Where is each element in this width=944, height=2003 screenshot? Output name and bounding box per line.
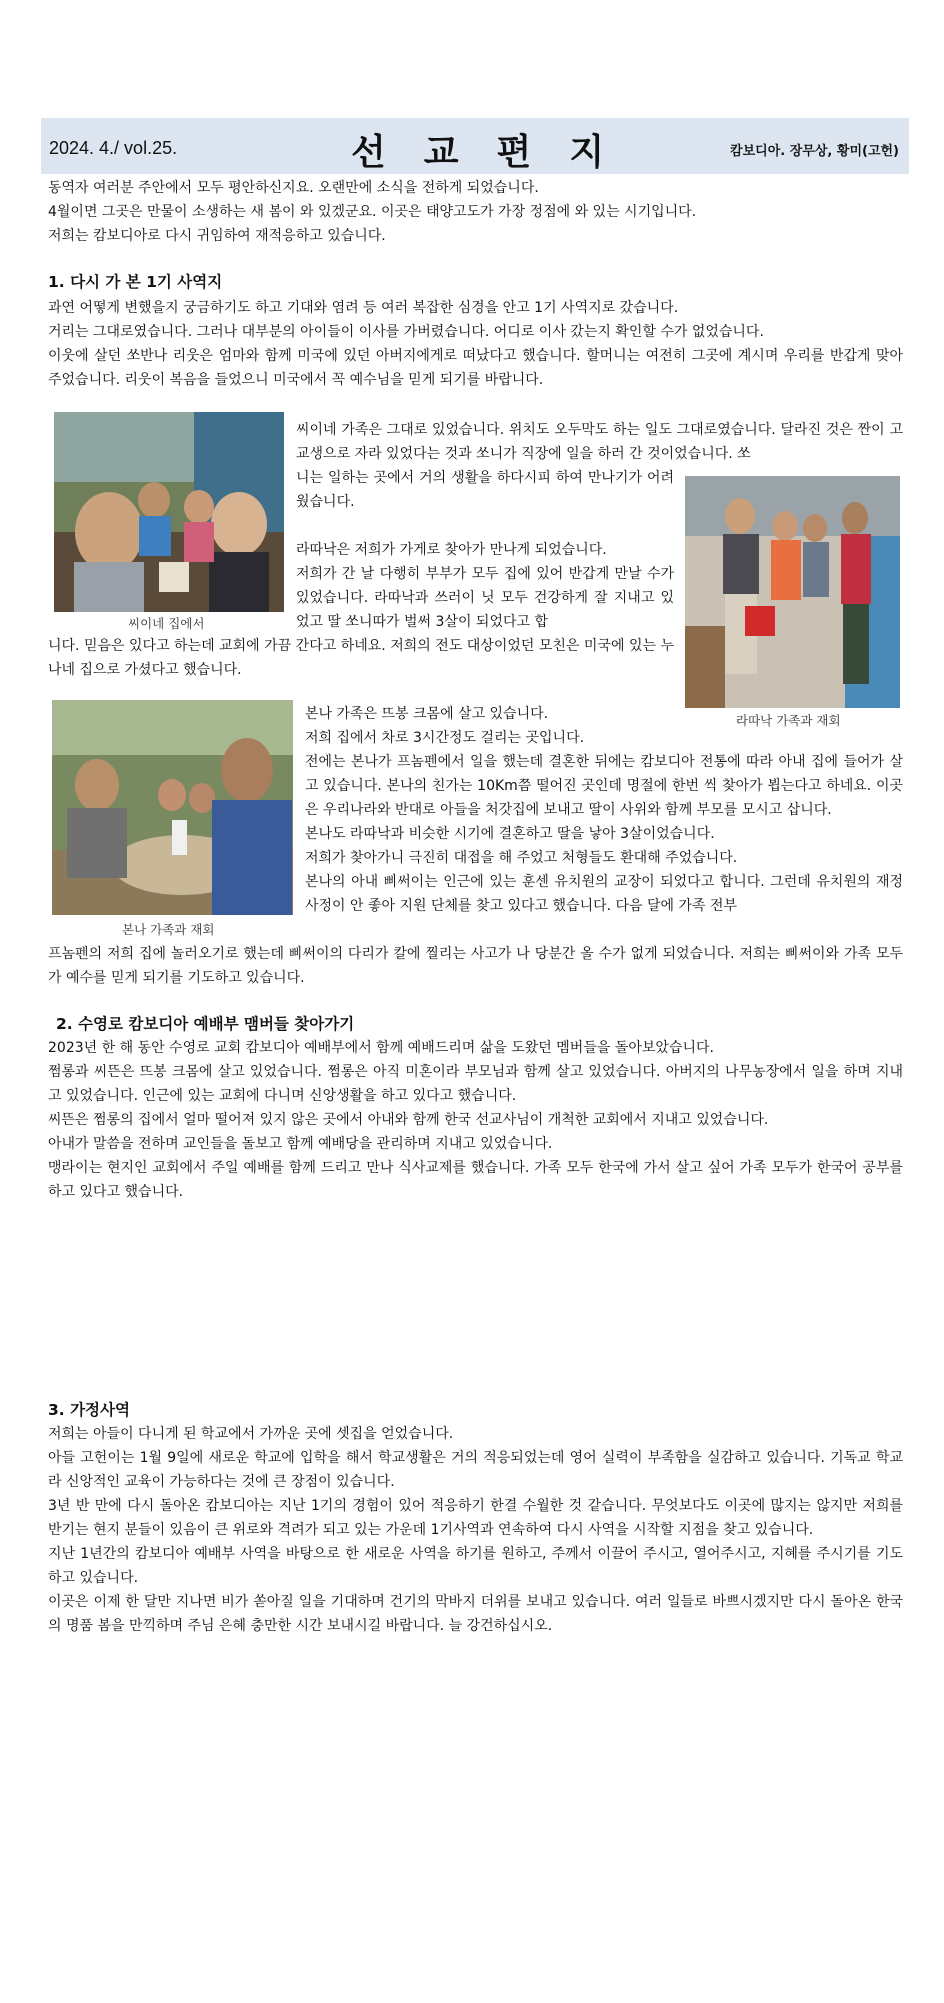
section-3-para-1: 저희는 아들이 다니게 된 학교에서 가까운 곳에 셋집을 얻었습니다. xyxy=(48,1426,454,1442)
intro-line-1: 동역자 여러분 주안에서 모두 평안하신지요. 오랜만에 소식을 전하게 되었습니다. xyxy=(48,180,539,196)
block2-line-1: 본나 가족은 뜨봉 크몸에 살고 있습니다. xyxy=(305,706,549,722)
section-2-body xyxy=(48,1036,903,1204)
photo-ssii-caption: 씨이네 집에서 xyxy=(128,616,205,631)
section-1-block2 xyxy=(305,702,903,918)
photo-rattanak-caption: 라따낙 가족과 재회 xyxy=(736,713,841,728)
intro-line-3: 저희는 캄보디아로 다시 귀임하여 재적응하고 있습니다. xyxy=(48,228,386,244)
section-3-para-3: 3년 반 만에 다시 돌아온 캄보디아는 지난 1기의 경험이 있어 적응하기 한결 수월한 것 같습니다. 무엇보다도 이곳에 많지는 않지만 저희를 반기는 현지 분들이 있음이 큰 위로와 격려가 되고 있는 가운데 1기사역과 연속하여 다시 사역을 시작할 지점을 찾고 있습니다. xyxy=(48,1498,903,1538)
section-1-para-2: 거리는 그대로였습니다. 그러나 대부분의 아이들이 이사를 가버렸습니다. 어디로 이사 갔는지 확인할 수가 없었습니다. xyxy=(48,324,764,340)
block2-line-5: 저희가 찾아가니 극진히 대접을 해 주었고 처형들도 환대해 주었습니다. xyxy=(305,850,738,866)
section-1-para-1: 과연 어떻게 변했을지 궁금하기도 하고 기대와 염려 등 여러 복잡한 심경을 안고 1기 사역지로 갔습니다. xyxy=(48,300,679,316)
section-2-heading: 2. 수영로 캄보디아 예배부 맴버들 찾아가기 xyxy=(56,1015,355,1033)
photo-bonna-family xyxy=(52,700,293,915)
section-2-para-3: 씨뜬은 쩜롱의 집에서 얼마 떨어져 있지 않은 곳에서 아내와 함께 한국 선교사님이 개척한 교회에서 지내고 있었습니다. xyxy=(48,1112,769,1128)
photo-bonna-caption: 본나 가족과 재회 xyxy=(122,922,215,937)
section-3-para-2: 아들 고헌이는 1월 9일에 새로운 학교에 입학을 해서 학교생활은 거의 적응되었는데 영어 실력이 부족함을 실감하고 있습니다. 기독교 학교라 신앙적인 교육이 가능하다는 것에 큰 장점이 있습니다. xyxy=(48,1450,903,1490)
block2-line-6: 본나의 아내 삐써이는 인근에 있는 훈센 유치원의 교장이 되었다고 합니다. 그런데 유치원의 재정사정이 안 좋아 지원 단체를 찾고 있다고 했습니다. 다음 달에 가족 전부 xyxy=(305,874,903,914)
section-1-block1-c: 저희가 간 날 다행히 부부가 모두 집에 있어 반갑게 만날 수가 있었습니다. 라따낙과 쓰러이 닛 모두 건강하게 잘 지내고 있었고 딸 쏘니따가 벌써 3살이 되었다고 합 xyxy=(296,566,674,630)
section-1-block1-b: 라따낙은 저희가 가게로 찾아가 만나게 되었습니다. xyxy=(296,542,607,558)
section-1-para-3: 이웃에 살던 쏘반나 리웃은 엄마와 함께 미국에 있던 아버지에게로 떠났다고 했습니다. 할머니는 여전히 그곳에 계시며 우리를 반갑게 맞아 주었습니다. 리웃이 복음을 들었으니 미국에서 꼭 예수님을 믿게 되기를 바랍니다. xyxy=(48,348,903,388)
section-2-para-4: 아내가 말씀을 전하며 교인들을 돌보고 함께 예배당을 관리하며 지내고 있었습니다. xyxy=(48,1136,553,1152)
letter-header xyxy=(41,118,909,174)
section-1-block1-mid: 니는 일하는 곳에서 거의 생활을 하다시피 하여 만나기가 어려웠습니다. xyxy=(296,470,674,510)
block2-line-4: 본나도 라따낙과 비슷한 시기에 결혼하고 딸을 낳아 3살이었습니다. xyxy=(305,826,715,842)
section-2-para-1: 2023년 한 해 동안 수영로 교회 캄보디아 예배부에서 함께 예배드리며 삶을 도왔던 멤버들을 돌아보았습니다. xyxy=(48,1040,714,1056)
block2-line-2: 저희 집에서 차로 3시간정도 걸리는 곳입니다. xyxy=(305,730,585,746)
intro-line-2: 4월이면 그곳은 만물이 소생하는 새 봄이 와 있겠군요. 이곳은 태양고도가 가장 정점에 와 있는 시기입니다. xyxy=(48,204,697,220)
section-3-heading: 3. 가정사역 xyxy=(48,1401,130,1419)
section-1-block1-end: 니다. 믿음은 있다고 하는데 교회에 가끔 간다고 하네요. 저희의 전도 대상이었던 모친은 미국에 있는 누나네 집으로 가셨다고 했습니다. xyxy=(48,638,674,678)
section-1-heading: 1. 다시 가 본 1기 사역지 xyxy=(48,273,223,291)
section-2-para-2: 쩜롱과 씨뜬은 뜨봉 크몸에 살고 있었습니다. 쩜롱은 아직 미혼이라 부모님과 함께 살고 있었습니다. 아버지의 나무농장에서 일을 하며 지내고 있었습니다. 인근에 있는 교회에 다니며 신앙생활을 하고 있다고 했습니다. xyxy=(48,1064,903,1104)
letter-title: 선교편지 xyxy=(351,132,643,173)
issue-label: 2024. 4./ vol.25. xyxy=(49,138,178,158)
photo-rattanak-family xyxy=(685,476,900,708)
section-1-block1-top: 씨이네 가족은 그대로 있었습니다. 위치도 오두막도 하는 일도 그대로였습니다. 달라진 것은 짠이 고교생으로 자라 있었다는 것과 쏘니가 직장에 일을 하러 간 것이었습니다. 쏘 xyxy=(296,422,903,462)
section-3-para-4: 지난 1년간의 캄보디아 예배부 사역을 바탕으로 한 새로운 사역을 하기를 원하고, 주께서 이끌어 주시고, 열어주시고, 지혜를 주시기를 기도하고 있습니다. xyxy=(48,1546,903,1586)
section-3-para-5: 이곳은 이제 한 달만 지나면 비가 쏟아질 일을 기대하며 건기의 막바지 더위를 보내고 있습니다. 여러 일들로 바쁘시겠지만 다시 돌아온 한국의 명품 봄을 만끽하며 주님 은혜 충만한 시간 보내시길 바랍니다. 늘 강건하십시오. xyxy=(48,1594,903,1634)
section-3-body xyxy=(48,1422,903,1638)
section-2-para-5: 맹라이는 현지인 교회에서 주일 예배를 함께 드리고 만나 식사교제를 했습니다. 가족 모두 한국에 가서 살고 싶어 가족 모두가 한국어 공부를 하고 있다고 했습니다. xyxy=(48,1160,903,1200)
authors-label: 캄보디아. 장무상, 황미(고헌) xyxy=(730,144,899,159)
block2-line-3: 전에는 본나가 프놈펜에서 일을 했는데 결혼한 뒤에는 캄보디아 전통에 따라 아내 집에 들어가 살고 있습니다. 본나의 친가는 10Km쯤 떨어진 곳인데 명절에 한번 씩 찾아가 뵙는다고 하네요. 이곳은 우리나라와 반대로 아들을 처갓집에 보내고 딸이 사위와 함께 부모를 모시고 삽니다. xyxy=(305,754,903,818)
photo-ssii-home xyxy=(54,412,284,612)
section-1-block2-end: 프놈펜의 저희 집에 놀러오기로 했는데 삐써이의 다리가 칼에 찔리는 사고가 나 당분간 올 수가 없게 되었습니다. 저희는 삐써이와 가족 모두가 예수를 믿게 되기를 기도하고 있습니다. xyxy=(48,946,903,986)
